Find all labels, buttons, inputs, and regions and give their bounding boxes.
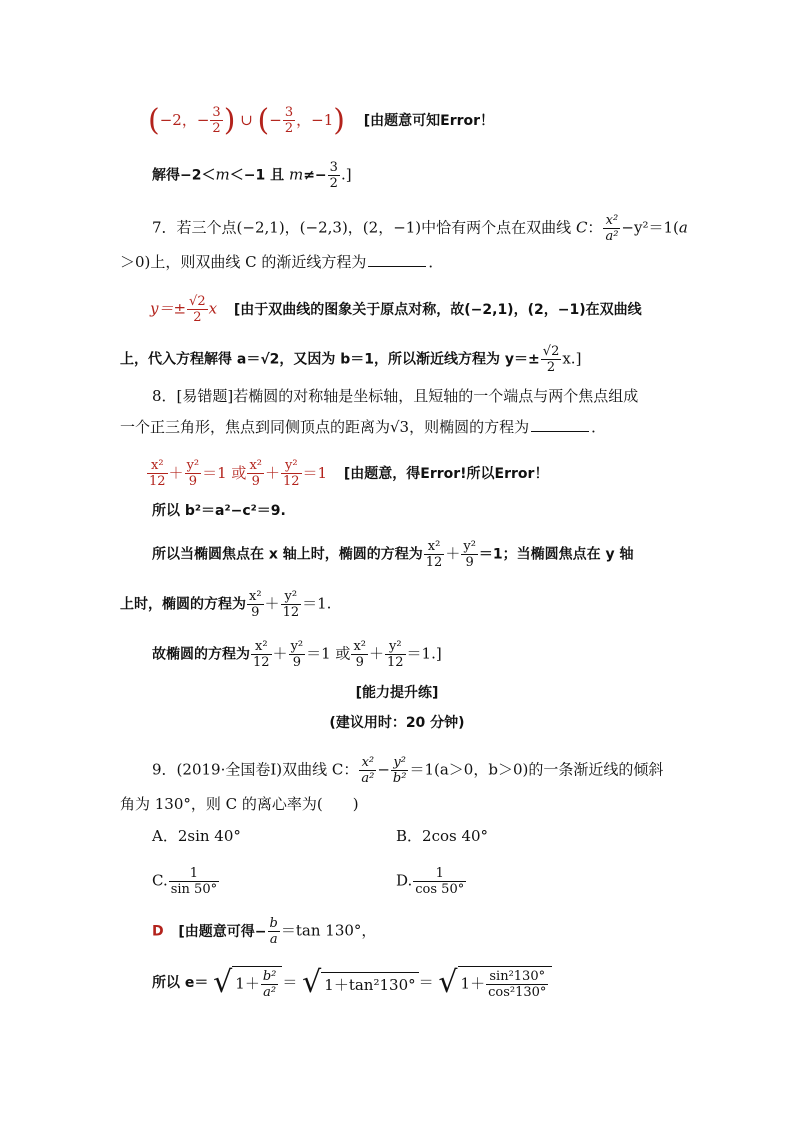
question-9-line1: 9．(2019·全国卷Ⅰ)双曲线 C： $\frac{\text{x²}}{\text{a²}}$ − $\frac{\text{y²}}{\text{b²}}$ ＝1(a＞0，b＞0)的一条渐近线的倾斜 [152, 755, 664, 786]
section-time: (建议用时：20 分钟) [329, 715, 465, 731]
section-title: [能力提升练] [355, 685, 439, 701]
answer-8-line4: 上时，椭圆的方程为 $\frac{\text{x²}}{9}$ ＋ $\frac{\text{y²}}{12}$ ＝1. [120, 589, 332, 620]
answer-8-line2: 所以 b²＝a²−c²＝9. [152, 503, 286, 519]
answer-blank [531, 431, 589, 432]
option-c[interactable]: C. $\frac{1}{\sin 50^\circ}$ [152, 866, 218, 897]
answer-9-line1: D [由题意可得− $\frac{b}{a}$ ＝tan 130°， [152, 916, 377, 947]
question-8-line2: 一个正三角形，焦点到同侧顶点的距离为√3，则椭圆的方程为 ． [120, 418, 607, 436]
answer-6-solution: 解得−2＜m＜−1 且 m≠− $\frac{3}{2}$ .] [152, 160, 352, 191]
answer-8-line5: 故椭圆的方程为 $\frac{\text{x²}}{12}$ ＋ $\frac{\text{y²}}{9}$ ＝1 或 $\frac{\text{x²}}{9}$ ＋ $\frac{\text{y²}}{12}$ ＝1.] [152, 639, 442, 670]
answer-6-bracket: [由题意可知Error！ [363, 112, 495, 129]
answer-6-union: (−2，− $\frac{3}{2}$ ) ∪ (− $\frac{3}{2}$ ，−1) [148, 102, 345, 138]
option-a[interactable]: A．2sin 40° [152, 827, 241, 845]
question-7-line2: ＞0)上，则双曲线 C 的渐近线方程为 ． [120, 253, 444, 271]
answer-blank [368, 266, 426, 267]
question-9-line2: 角为 130°，则 C 的离心率为( ) [120, 795, 359, 813]
answer-9-choice: D [152, 923, 164, 940]
answer-9-line2: 所以 e＝ √ 1＋ $\frac{\text{b²}}{\text{a²}}$ ＝ √ 1＋tan²130° ＝ √ 1＋ $\frac{\text{sin²130°}}{\text{cos²130°}}$ [152, 966, 552, 1000]
question-8-line1: 8．[易错题]若椭圆的对称轴是坐标轴，且短轴的一个端点与两个焦点组成 [152, 387, 639, 405]
answer-8-line3: 所以当椭圆焦点在 x 轴上时，椭圆的方程为 $\frac{\text{x²}}{12}$ ＋ $\frac{\text{y²}}{9}$ ＝1；当椭圆焦点在 y 轴 [152, 539, 634, 570]
option-b[interactable]: B．2cos 40° [396, 827, 489, 845]
answer-6-intervals [148, 102, 495, 138]
answer-8-line1: $\frac{\text{x²}}{12}$ ＋ $\frac{\text{y²}}{9}$ ＝1 或 $\frac{\text{x²}}{9}$ ＋ $\frac{\text{y²}}{12}$ ＝1 [由题意，得Error!所以Error！ [149, 458, 549, 489]
answer-7-line1: y＝± $\frac{√2}{2}$ x [由于双曲线的图象关于原点对称，故(−2,1)，(2，−1)在双曲线 [150, 294, 642, 325]
question-7-line1: 7．若三个点(−2,1)，(−2,3)，(2，−1)中恰有两个点在双曲线 C： $\frac{\text{x²}}{\text{a²}}$ −y²＝1(a [152, 213, 688, 244]
option-d[interactable]: D. $\frac{1}{\cos 50^\circ}$ [396, 866, 465, 897]
answer-7-line2: 上，代入方程解得 a＝√2，又因为 b＝1，所以渐近线方程为 y＝± $\frac{√2}{2}$ x.] [120, 344, 582, 375]
